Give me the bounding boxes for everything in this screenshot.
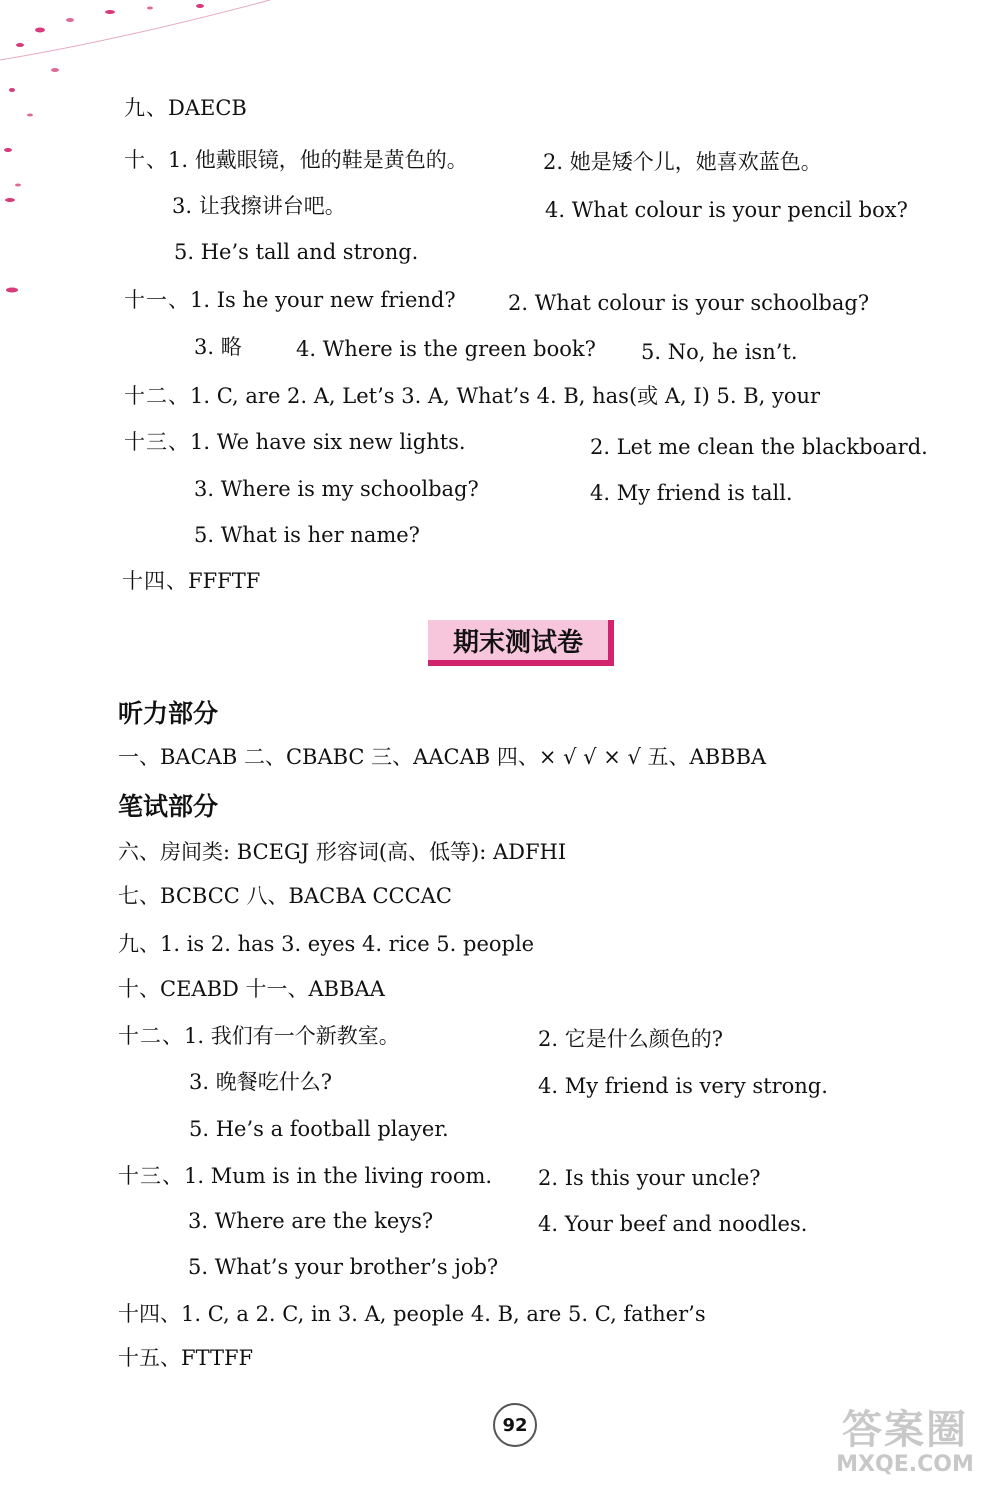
written-item-13-3: 3. Where are the keys?: [188, 1209, 434, 1233]
answer-item-13-3: 3. Where is my schoolbag?: [194, 477, 479, 501]
answer-row-12: [124, 382, 820, 410]
section-label: 十三、: [124, 430, 190, 454]
answer-text: FFFTF: [188, 569, 261, 593]
section-label: 十三、: [118, 1164, 184, 1188]
answer-item-10-4: 4. What colour is your pencil box?: [545, 198, 908, 222]
watermark-logo: [820, 1408, 990, 1477]
answer-item-10-3: 3. 让我擦讲台吧。: [172, 194, 346, 218]
answer-item: 1. We have six new lights.: [190, 430, 466, 454]
answer-row-14: [122, 567, 260, 595]
written-item-13-5: 5. What’s your brother’s job?: [188, 1255, 499, 1279]
answer-item-13-2: 2. Let me clean the blackboard.: [590, 435, 928, 459]
written-row-13-line1: [118, 1162, 492, 1190]
written-row-15: 十五、FTTFF: [118, 1346, 254, 1370]
answer-row-10-line1: [124, 146, 468, 174]
written-row-10-11: 十、CEABD 十一、ABBAA: [118, 977, 385, 1001]
written-item-13-2: 2. Is this your uncle?: [538, 1166, 761, 1190]
written-item-13-4: 4. Your beef and noodles.: [538, 1212, 808, 1236]
section-label: 十一、: [124, 288, 190, 312]
written-row-9: 九、1. is 2. has 3. eyes 4. rice 5. people: [118, 932, 535, 956]
written-row-6: 六、房间类: BCEGJ 形容词(高、低等): ADFHI: [118, 840, 567, 864]
answer-item-10-2: 2. 她是矮个儿，她喜欢蓝色。: [543, 150, 822, 174]
written-item-12-4: 4. My friend is very strong.: [538, 1074, 828, 1098]
section-label: 十、: [124, 148, 168, 172]
written-row-14: 十四、1. C, a 2. C, in 3. A, people 4. B, are 5. C, father’s: [118, 1302, 706, 1326]
answer-item-10-5: 5. He’s tall and strong.: [174, 240, 419, 264]
answer-item-11-4: 4. Where is the green book?: [296, 337, 596, 361]
written-row-7-8: 七、BCBCC 八、BACBA CCCAC: [118, 884, 452, 908]
listening-heading: 听力部分: [118, 699, 219, 728]
answer-item-13-4: 4. My friend is tall.: [590, 481, 793, 505]
section-label: 十二、: [118, 1024, 184, 1048]
watermark-url: MXQE.COM: [836, 1452, 974, 1477]
written-item-12-5: 5. He’s a football player.: [189, 1117, 449, 1141]
answer-text: DAECB: [168, 96, 247, 120]
answer-item: 1. Is he your new friend?: [190, 288, 456, 312]
answer-row-11-line1: [124, 286, 456, 314]
section-label: 九、: [124, 96, 168, 120]
answer-text: 1. C, are 2. A, Let’s 3. A, What’s 4. B, has(或 A, I) 5. B, your: [190, 384, 821, 408]
written-item-12-3: 3. 晚餐吃什么?: [189, 1070, 332, 1094]
section-label: 十四、: [122, 569, 188, 593]
page-number: 92: [502, 1414, 528, 1436]
answer-row-13-line1: [124, 428, 466, 456]
listening-answers: 一、BACAB 二、CBABC 三、AACAB 四、× √ √ × √ 五、ABBBA: [118, 745, 767, 769]
written-heading: 笔试部分: [118, 792, 219, 821]
exam-title-banner: [428, 620, 614, 666]
written-row-12-line1: [118, 1022, 400, 1050]
answer-item-11-3: 3. 略: [194, 335, 242, 359]
section-label: 十二、: [124, 384, 190, 408]
answer-item: 1. Mum is in the living room.: [184, 1164, 493, 1188]
answer-item-11-5: 5. No, he isn’t.: [641, 340, 798, 364]
page-number-badge: [493, 1403, 537, 1447]
exam-title: 期末测试卷: [452, 627, 583, 658]
watermark-text: 答案圈: [842, 1407, 968, 1453]
answer-row-9: [124, 94, 247, 122]
answer-item-13-5: 5. What is her name?: [194, 523, 420, 547]
answer-item: 1. 他戴眼镜，他的鞋是黄色的。: [168, 148, 468, 172]
answer-item: 1. 我们有一个新教室。: [184, 1024, 400, 1048]
written-item-12-2: 2. 它是什么颜色的?: [538, 1027, 723, 1051]
answer-item-11-2: 2. What colour is your schoolbag?: [508, 291, 870, 315]
